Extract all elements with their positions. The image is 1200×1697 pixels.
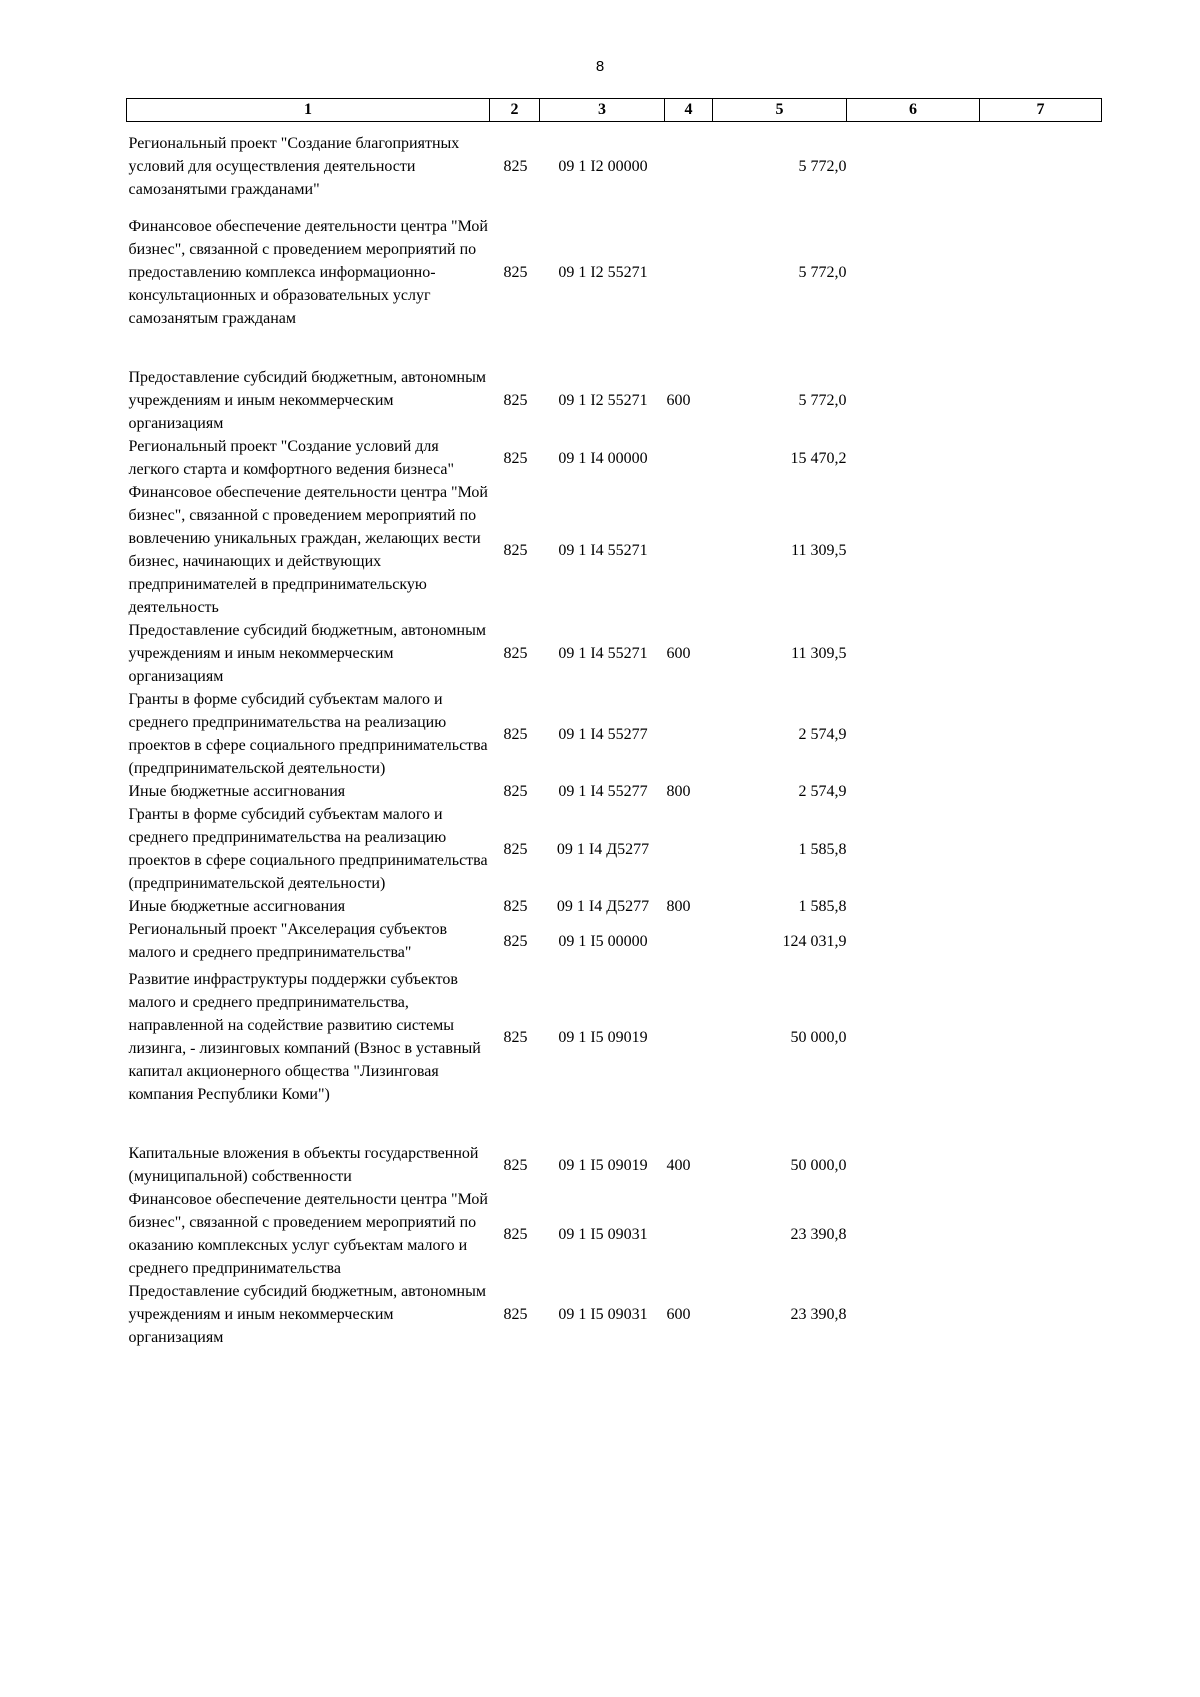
header-col-7: 7: [980, 99, 1102, 122]
row-name: Предоставление субсидий бюджетным, автономным учреждениям и иным некоммерческим организациям: [128, 622, 486, 685]
table-row: [127, 619, 1102, 688]
row-col7: [980, 964, 1102, 1112]
row-name: Развитие инфраструктуры поддержки субъектов малого и среднего предпринимательства, направленной на содействие развитию системы лизинга, - лизинговых компаний (Взнос в уставный капитал акционерного общества "Лизинговая компания Республики Коми"): [128, 971, 481, 1103]
row-expense-type: [665, 964, 713, 1112]
row-amount: 50 000,0: [790, 1028, 847, 1046]
row-target-article: 09 1 I4 55277: [558, 725, 648, 743]
table-row: [127, 435, 1102, 481]
row-col6: [847, 481, 980, 619]
row-name: Региональный проект "Создание условий для легкого старта и комфортного ведения бизнеса": [128, 438, 455, 478]
row-amount: 2 574,9: [798, 725, 847, 743]
page-number: 8: [595, 58, 605, 75]
row-name: Иные бюджетные ассигнования: [128, 783, 346, 800]
row-expense-type: [665, 122, 713, 202]
header-col-2: 2: [490, 99, 540, 122]
row-target-article: 09 1 I5 09019: [558, 1028, 648, 1046]
row-amount: 50 000,0: [790, 1156, 847, 1174]
row-col6: [847, 201, 980, 336]
row-col6: [847, 780, 980, 803]
row-target-article: 09 1 I2 00000: [558, 158, 648, 175]
row-name: Гранты в форме субсидий субъектам малого и среднего предпринимательства на реализацию проектов в сфере социального предпринимательства (предпринимательской деятельности): [128, 806, 488, 892]
row-amount: 5 772,0: [798, 264, 847, 281]
header-row: [127, 99, 1102, 122]
row-amount: 11 309,5: [791, 645, 847, 662]
table-row: [127, 1188, 1102, 1280]
row-col7: [980, 688, 1102, 780]
row-col7: [980, 1280, 1102, 1349]
row-col7: [980, 1188, 1102, 1280]
row-target-article: 09 1 I5 09031: [558, 1306, 648, 1323]
table-row: [127, 1280, 1102, 1349]
row-name: Финансовое обеспечение деятельности центра "Мой бизнес", связанной с проведением мероприятий по оказанию комплексных услуг субъектам малого и среднего предпринимательства: [128, 1191, 488, 1277]
row-col7: [980, 336, 1102, 435]
row-target-article: 09 1 I4 Д5277: [556, 898, 650, 915]
row-ved-code: 825: [503, 1306, 528, 1323]
row-target-article: 09 1 I4 55271: [558, 645, 648, 662]
row-ved-code: 825: [503, 840, 528, 858]
row-ved-code: 825: [503, 541, 528, 559]
row-col6: [847, 803, 980, 895]
row-col6: [847, 1280, 980, 1349]
row-expense-type: 400: [666, 1156, 691, 1174]
table-row: [127, 918, 1102, 964]
row-target-article: 09 1 I4 55271: [558, 541, 648, 559]
row-expense-type: 800: [666, 783, 691, 800]
row-ved-code: 825: [503, 898, 528, 915]
row-col6: [847, 1112, 980, 1188]
row-name: Финансовое обеспечение деятельности центра "Мой бизнес", связанной с проведением мероприятий по вовлечению уникальных граждан, желающих вести бизнес, начинающих и действующих предпринимателей в предпринимательскую деятельность: [128, 484, 488, 616]
row-name: Предоставление субсидий бюджетным, автономным учреждениям и иным некоммерческим организациям: [128, 369, 486, 432]
row-target-article: 09 1 I5 09031: [558, 1225, 648, 1243]
row-col7: [980, 895, 1102, 918]
row-col7: [980, 201, 1102, 336]
table-row: [127, 336, 1102, 435]
row-target-article: 09 1 I5 09019: [558, 1156, 648, 1174]
row-expense-type: [665, 688, 713, 780]
row-name: Региональный проект "Создание благоприятных условий для осуществления деятельности самозанятыми гражданами": [128, 135, 460, 198]
row-col7: [980, 122, 1102, 202]
row-target-article: 09 1 I4 55277: [558, 783, 648, 800]
header-col-5: 5: [713, 99, 847, 122]
row-col7: [980, 780, 1102, 803]
table-row: [127, 803, 1102, 895]
row-col6: [847, 435, 980, 481]
row-col7: [980, 481, 1102, 619]
row-amount: 1 585,8: [798, 840, 847, 858]
row-col6: [847, 1188, 980, 1280]
row-expense-type: [665, 481, 713, 619]
table-row: [127, 1112, 1102, 1188]
table-row: [127, 964, 1102, 1112]
row-ved-code: 825: [503, 645, 528, 662]
row-expense-type: 800: [666, 898, 691, 915]
row-col6: [847, 964, 980, 1112]
row-expense-type: 600: [666, 645, 691, 662]
row-name: Гранты в форме субсидий субъектам малого и среднего предпринимательства на реализацию проектов в сфере социального предпринимательства (предпринимательской деятельности): [128, 691, 488, 777]
row-amount: 1 585,8: [798, 898, 847, 915]
row-col7: [980, 803, 1102, 895]
row-ved-code: 825: [503, 725, 528, 743]
row-col6: [847, 688, 980, 780]
row-amount: 2 574,9: [798, 783, 847, 800]
row-ved-code: 825: [503, 932, 528, 950]
row-amount: 15 470,2: [790, 449, 847, 467]
table-row: [127, 780, 1102, 803]
row-ved-code: 825: [503, 264, 528, 281]
row-expense-type: [665, 803, 713, 895]
row-ved-code: 825: [503, 449, 528, 467]
row-ved-code: 825: [503, 1028, 528, 1046]
row-ved-code: 825: [503, 158, 528, 175]
row-target-article: 09 1 I2 55271: [558, 264, 648, 281]
row-target-article: 09 1 I2 55271: [558, 392, 648, 409]
row-name: Иные бюджетные ассигнования: [128, 898, 346, 915]
row-col7: [980, 435, 1102, 481]
row-name: Предоставление субсидий бюджетным, автономным учреждениям и иным некоммерческим организациям: [128, 1283, 486, 1346]
row-amount: 124 031,9: [782, 932, 847, 950]
row-expense-type: 600: [666, 1306, 691, 1323]
row-target-article: 09 1 I4 Д5277: [556, 840, 650, 858]
row-amount: 11 309,5: [791, 541, 847, 559]
header-col-4: 4: [665, 99, 713, 122]
row-col6: [847, 122, 980, 202]
row-ved-code: 825: [503, 783, 528, 800]
row-target-article: 09 1 I4 00000: [558, 449, 648, 467]
row-amount: 23 390,8: [790, 1225, 847, 1243]
row-ved-code: 825: [503, 392, 528, 409]
row-expense-type: [665, 1188, 713, 1280]
row-target-article: 09 1 I5 00000: [558, 932, 648, 950]
row-expense-type: [665, 918, 713, 964]
row-expense-type: [665, 201, 713, 336]
table-row: [127, 481, 1102, 619]
row-name: Капитальные вложения в объекты государственной (муниципальной) собственности: [128, 1145, 479, 1185]
row-amount: 23 390,8: [790, 1306, 847, 1323]
table-row: [127, 688, 1102, 780]
row-amount: 5 772,0: [798, 158, 847, 175]
row-col7: [980, 918, 1102, 964]
row-ved-code: 825: [503, 1225, 528, 1243]
row-col6: [847, 918, 980, 964]
row-expense-type: [665, 435, 713, 481]
header-col-6: 6: [847, 99, 980, 122]
row-name: Финансовое обеспечение деятельности центра "Мой бизнес", связанной с проведением мероприятий по предоставлению комплекса информационно-консультационных и образовательных услуг самозанятым гражданам: [128, 218, 488, 327]
table-row: [127, 895, 1102, 918]
row-col7: [980, 1112, 1102, 1188]
row-col6: [847, 619, 980, 688]
header-col-3: 3: [540, 99, 665, 122]
row-col6: [847, 895, 980, 918]
row-name: Региональный проект "Акселерация субъектов малого и среднего предпринимательства": [128, 921, 448, 961]
row-col6: [847, 336, 980, 435]
row-ved-code: 825: [503, 1156, 528, 1174]
row-amount: 5 772,0: [798, 392, 847, 409]
header-col-1: 1: [127, 99, 490, 122]
row-expense-type: 600: [666, 392, 691, 409]
row-col7: [980, 619, 1102, 688]
table-row: [127, 201, 1102, 336]
table-row: [127, 122, 1102, 202]
budget-table: [126, 98, 1102, 1349]
